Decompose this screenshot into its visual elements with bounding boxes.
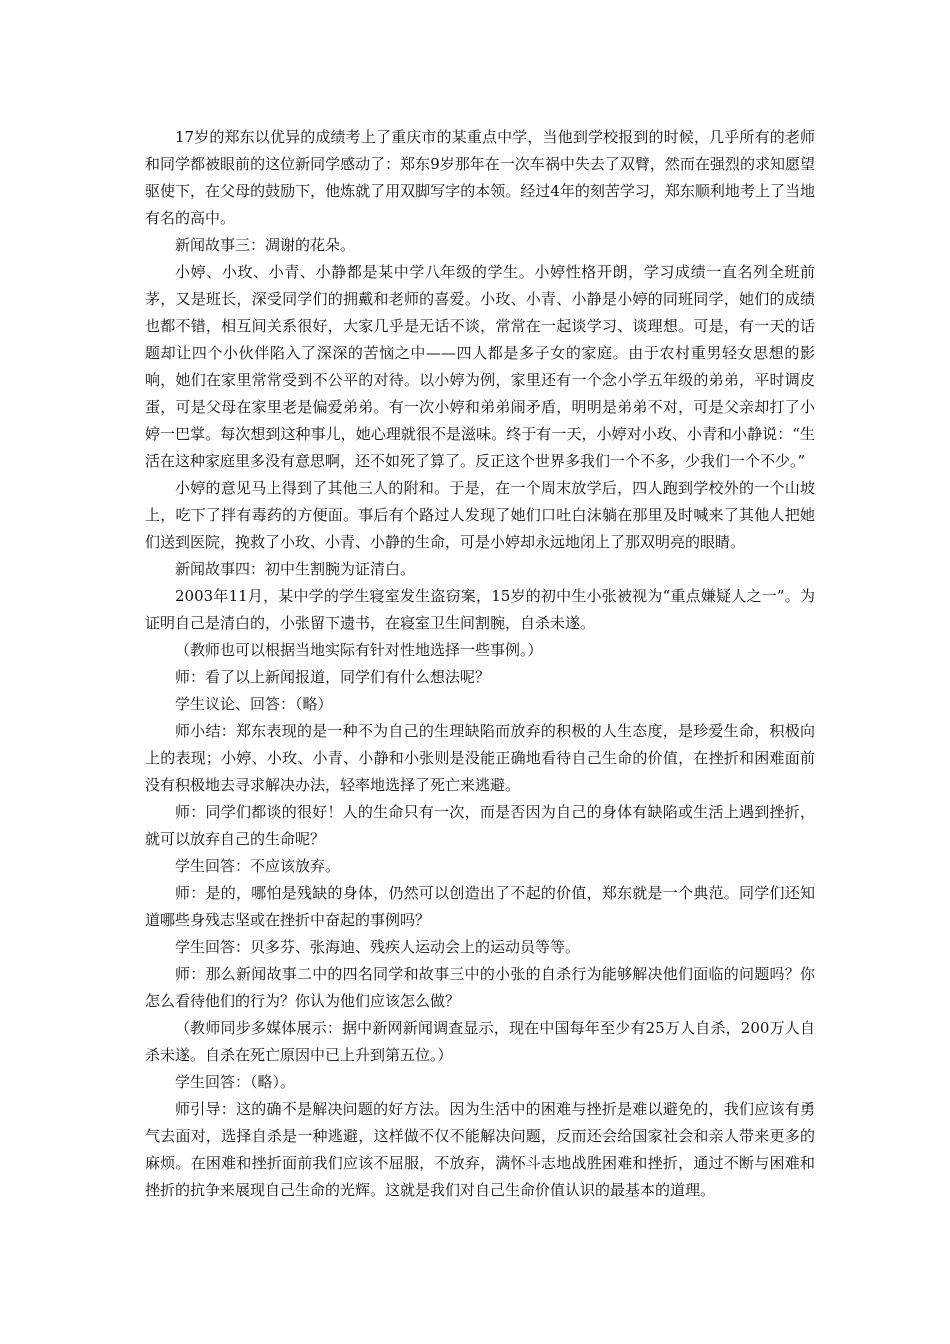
paragraph-four-girls: 小婷、小玫、小青、小静都是某中学八年级的学生。小婷性格开朗，学习成绩一直名列全班前茅，又是班长，深受同学们的拥戴和老师的喜爱。小玫、小青、小静是小婷的同班同学，她们的成绩也都不错，相互间关系很好，大家几乎是无话不谈，常常在一起谈学习、谈理想。可是，有一天的话题却让四个小伙伴陷入了深深的苦恼之中——四人都是多子女的家庭。由于农村重男轻女思想的影响，她们在家里常常受到不公平的对待。以小婷为例，家里还有一个念小学五年级的弟弟，平时调皮蛋，可是父母在家里老是偏爱弟弟。有一次小婷和弟弟闹矛盾，明明是弟弟不对，可是父亲却打了小婷一巴掌。每次想到这种事儿，她心理就很不是滋味。终于有一天，小婷对小玫、小青和小静说：“生活在这种家庭里多没有意思啊，还不如死了算了。反正这个世界多我们一个不多，少我们一个不少。”: [145, 263, 815, 470]
paragraph-zhengdong-story: 17岁的郑东以优异的成绩考上了重庆市的某重点中学，当他到学校报到的时候，几乎所有的老师和同学都被眼前的这位新同学感动了：郑东9岁那年在一次车祸中失去了双臂，然而在强烈的求知愿望驱使下，在父母的鼓励下，他炼就了用双脚写字的本领。经过4年的刻苦学习，郑东顺利地考上了当地有名的高中。: [145, 128, 815, 227]
paragraph-teacher-question-2: 师：同学们都谈的很好！人的生命只有一次，而是否因为自己的身体有缺陷或生活上遇到挫折，就可以放弃自己的生命呢？: [145, 803, 815, 848]
paragraph-student-discussion: 学生议论、回答：（略）: [175, 695, 333, 713]
heading-news-story-four: 新闻故事四：初中生割腕为证清白。: [175, 560, 416, 578]
paragraph-student-answer-3: 学生回答：（略）。: [175, 1073, 296, 1091]
paragraph-xiaozhang-story: 2003年11月，某中学的学生寝室发生盗窃案，15岁的初中生小张被视为“重点嫌疑人之一”。为证明自己是清白的，小张留下遗书，在寝室卫生间割腕，自杀未遂。: [145, 587, 815, 632]
paragraph-teacher-note: （教师也可以根据当地实际有针对性地选择一些事例。）: [175, 641, 543, 659]
paragraph-four-girls-outcome: 小婷的意见马上得到了其他三人的附和。于是，在一个周末放学后，四人跑到学校外的一个山坡上，吃下了拌有毒药的方便面。事后有个路过人发现了她们口吐白沫躺在那里及时喊来了其他人把她们送到医院，挽救了小玫、小青、小静的生命，可是小婷却永远地闭上了那双明亮的眼睛。: [145, 479, 815, 551]
paragraph-teacher-example: 师：是的，哪怕是残缺的身体，仍然可以创造出了不起的价值，郑东就是一个典范。同学们还知道哪些身残志坚或在挫折中奋起的事例吗？: [145, 884, 815, 929]
paragraph-teacher-question: 师：看了以上新闻报道，同学们有什么想法呢？: [175, 668, 491, 686]
paragraph-student-answer-2: 学生回答：贝多芬、张海迪、残疾人运动会上的运动员等等。: [175, 938, 581, 956]
document-body: [145, 124, 815, 1204]
heading-news-story-three: 新闻故事三：凋谢的花朵。: [175, 236, 356, 254]
paragraph-teacher-guidance: 师引导：这的确不是解决问题的好方法。因为生活中的困难与挫折是难以避免的，我们应该有勇气去面对，选择自杀是一种逃避，这样做不仅不能解决问题，反而还会给国家社会和亲人带来更多的麻烦。在困难和挫折面前我们应该不屈服，不放弃，满怀斗志地战胜困难和挫折，通过不断与困难和挫折的抗争来展现自己生命的光辉。这就是我们对自己生命价值认识的最基本的道理。: [145, 1100, 815, 1199]
paragraph-multimedia-note: （教师同步多媒体展示：据中新网新闻调查显示，现在中国每年至少有25万人自杀，200万人自杀未遂。自杀在死亡原因中已上升到第五位。）: [145, 1019, 815, 1064]
paragraph-student-answer-1: 学生回答：不应该放弃。: [175, 857, 341, 875]
paragraph-teacher-summary: 师小结：郑东表现的是一种不为自己的生理缺陷而放弃的积极的人生态度，是珍爱生命，积极向上的表现；小婷、小玫、小青、小静和小张则是没能正确地看待自己生命的价值，在挫折和困难面前没有积极地去寻求解决办法，轻率地选择了死亡来逃避。: [145, 722, 815, 794]
paragraph-teacher-question-3: 师：那么新闻故事二中的四名同学和故事三中的小张的自杀行为能够解决他们面临的问题吗？你怎么看待他们的行为？你认为他们应该怎么做？: [145, 965, 815, 1010]
